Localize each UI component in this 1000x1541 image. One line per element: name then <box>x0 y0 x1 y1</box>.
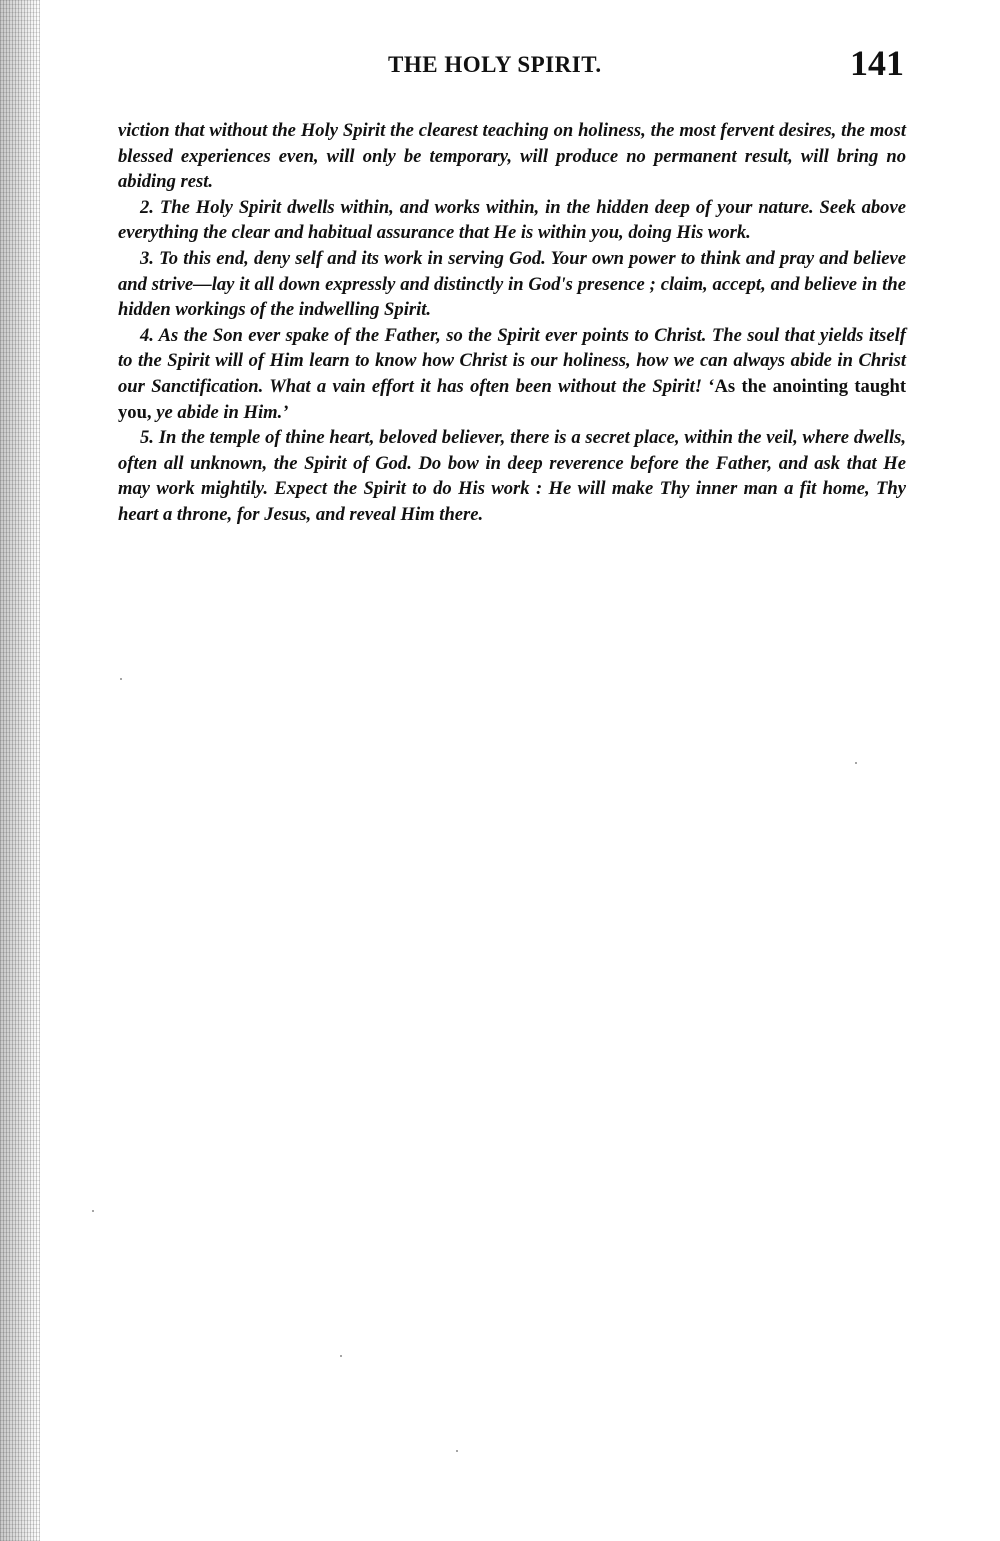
scan-speck <box>340 1355 342 1357</box>
scan-speck <box>92 1210 94 1212</box>
page-number: 141 <box>850 43 904 83</box>
body-text <box>118 118 906 528</box>
paragraph-2: 2. The Holy Spirit dwells within, and works within, in the hidden deep of your nature. Seek above everything the clear and habitual assurance that He is within you, doing His work. <box>118 196 906 244</box>
running-title: THE HOLY SPIRIT. <box>388 52 602 77</box>
scan-speck <box>456 1450 458 1452</box>
page-header <box>120 40 906 90</box>
scan-speck <box>855 762 857 764</box>
paragraph-continuation: viction that without the Holy Spirit the clearest teaching on holiness, the most fervent desires, the most blessed experiences even, will only be temporary, will produce no permanent result, will bring no abiding rest. <box>118 120 906 193</box>
paragraph-4 <box>118 323 906 425</box>
quotation-end: ye abide in Him.’ <box>151 401 289 423</box>
page-edge-shadow <box>0 0 40 1541</box>
scan-speck <box>120 678 122 680</box>
paragraph-3: 3. To this end, deny self and its work in serving God. Your own power to think and pray and believe and strive—lay it all down expressly and distinctly in God's presence ; claim, accept, and believe in the hidden workings of the indwelling Spirit. <box>118 247 906 321</box>
quotation-roman: ‘As the anointing taught you, <box>118 375 907 423</box>
paragraph-5: 5. In the temple of thine heart, beloved believer, there is a secret place, within the veil, where dwells, often all unknown, the Spirit of God. Do bow in deep reverence before the Father, and ask that He may work mightily. Expect the Spirit to do His work : He will make Thy inner man a fit home, Thy heart a throne, for Jesus, and reveal Him there. <box>118 427 906 525</box>
paragraph-4-text: 4. As the Son ever spake of the Father, so the Spirit ever points to Christ. The soul that yields itself to the Spirit will of Him learn to know how Christ is our holiness, how we can always abide in Christ our Sanctification. What a vain effort it has often been without the Spirit! <box>118 324 906 397</box>
